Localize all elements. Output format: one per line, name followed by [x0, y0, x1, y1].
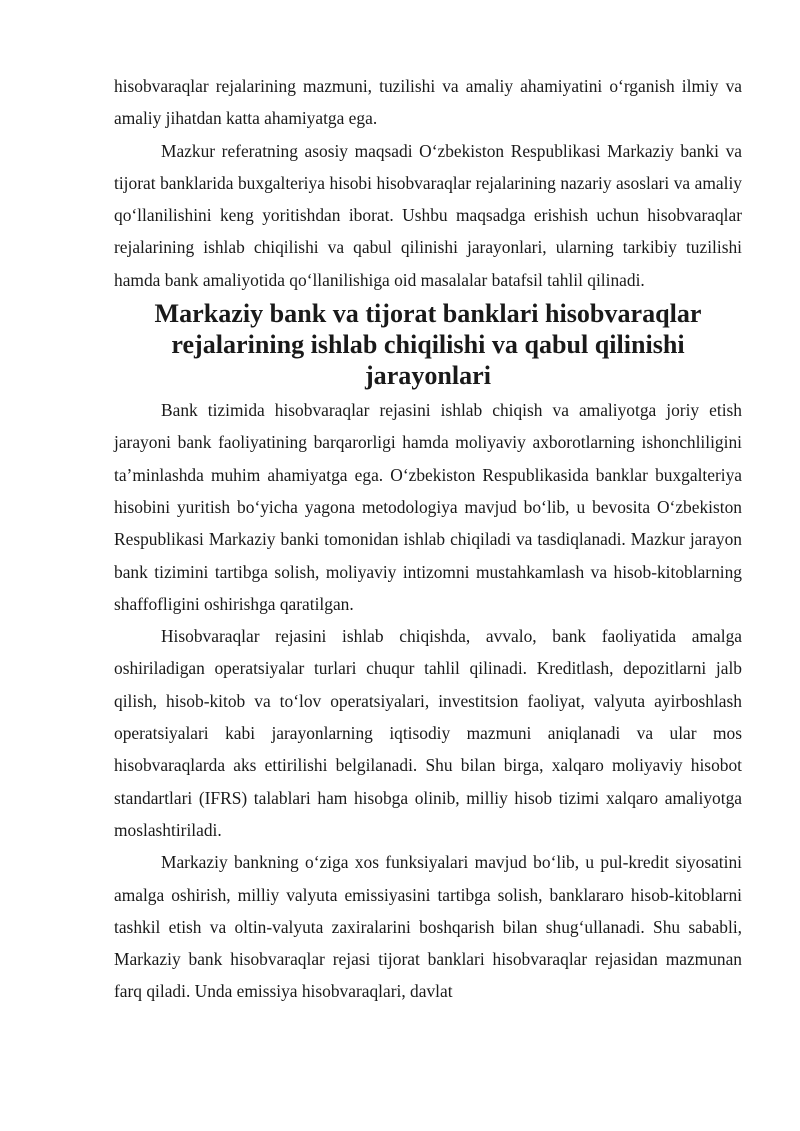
body-paragraph-purpose: Mazkur referatning asosiy maqsadi O‘zbekiston Respublikasi Markaziy banki va tijorat banklarida buxgalteriya hisobi hisobvaraqlar rejalarining nazariy asoslari va amaliy qo‘llanilishini keng yoritishdan iborat. Ushbu maqsadga erishish uchun hisobvaraqlar rejalarining ishlab chiqilishi va qabul qilinishi jarayonlari, ularning tarkibiy tuzilishi hamda bank amaliyotida qo‘llanilishiga oid masalalar batafsil tahlil qilinadi. [114, 140, 742, 290]
body-paragraph-continued: hisobvaraqlar rejalarining mazmuni, tuzilishi va amaliy ahamiyatini o‘rganish ilmiy va amaliy jihatdan katta ahamiyatga ega. [114, 76, 742, 129]
section-heading: Markaziy bank va tijorat banklari hisobvaraqlar rejalarining ishlab chiqilishi va qabul qilinishi jarayonlari [154, 299, 702, 391]
body-paragraph-central-bank: Markaziy bankning o‘ziga xos funksiyalari mavjud bo‘lib, u pul-kredit siyosatini amalga oshirish, milliy valyuta emissiyasini tartibga solish, banklararo hisob-kitoblarni tashkil etish va oltin-valyuta zaxiralarini boshqarish bilan shug‘ullanadi. Shu sababli, Markaziy bank hisobvaraqlar rejasi tijorat banklari hisobvaraqlar rejasidan mazmunan farq qiladi. Unda emissiya hisobvaraqlari, davlat [114, 852, 742, 1002]
body-paragraph-operations: Hisobvaraqlar rejasini ishlab chiqishda, avvalo, bank faoliyatida amalga oshiriladigan operatsiyalar turlari chuqur tahlil qilinadi. Kreditlash, depozitlarni jalb qilish, hisob-kitob va to‘lov operatsiyalari, investitsion faoliyat, valyuta ayirboshlash operatsiyalari kabi jarayonlarning iqtisodiy mazmuni aniqlanadi va ular mos hisobvaraqlarda aks ettirilishi belgilanadi. Shu bilan birga, xalqaro moliyaviy hisobot standartlari (IFRS) talablari ham hisobga olinib, milliy hisob tizimi xalqaro amaliyotga moslashtiriladi. [114, 626, 742, 840]
document-page [114, 70, 742, 1008]
body-paragraph-process: Bank tizimida hisobvaraqlar rejasini ishlab chiqish va amaliyotga joriy etish jarayoni bank faoliyatining barqarorligi hamda moliyaviy axborotlarning ishonchliligini ta’minlashda muhim ahamiyatga ega. O‘zbekiston Respublikasida banklar buxgalteriya hisobini yuritish bo‘yicha yagona metodologiya mavjud bo‘lib, u bevosita O‘zbekiston Respublikasi Markaziy banki tomonidan ishlab chiqiladi va tasdiqlanadi. Mazkur jarayon bank tizimini tartibga solish, moliyaviy intizomni mustahkamlash va hisob-kitoblarning shaffofligini oshirishga qaratilgan. [114, 400, 742, 614]
